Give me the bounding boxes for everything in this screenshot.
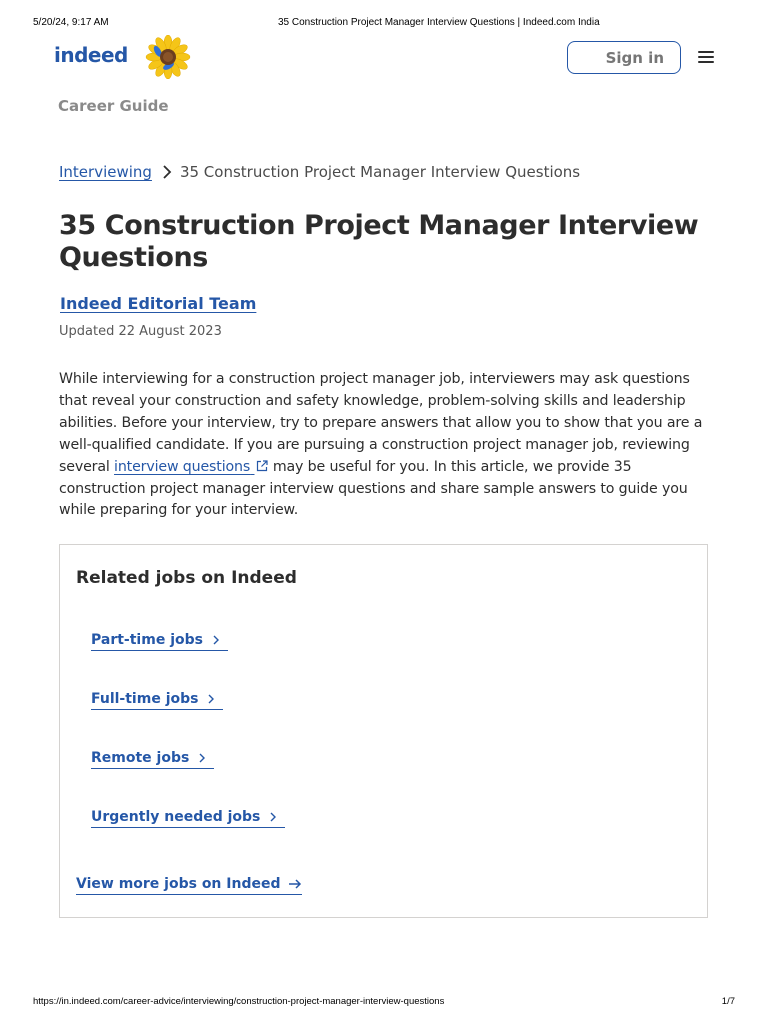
related-jobs-title: Related jobs on Indeed xyxy=(76,568,297,588)
print-url: https://in.indeed.com/career-advice/interviewing/construction-project-manager-interview-questions xyxy=(33,996,445,1007)
print-datetime: 5/20/24, 9:17 AM xyxy=(33,17,109,28)
job-link-remote[interactable]: Remote jobs xyxy=(91,750,214,769)
chevron-right-icon xyxy=(162,165,172,179)
intro-paragraph xyxy=(59,369,719,522)
job-link-part-time[interactable]: Part-time jobs xyxy=(91,632,228,651)
indeed-logo[interactable]: indeed xyxy=(54,43,128,67)
print-page-count: 1/7 xyxy=(721,996,735,1007)
intro-text-part2: may be useful for you. In this article, we provide 35 construction project manager interview questions and share sample answers to guide you while preparing for your interview. xyxy=(59,458,688,519)
print-header xyxy=(33,17,735,31)
page-title: 35 Construction Project Manager Interview Questions xyxy=(59,210,699,273)
chevron-right-icon xyxy=(198,753,206,763)
updated-date: Updated 22 August 2023 xyxy=(59,324,222,339)
print-footer xyxy=(33,996,735,1008)
breadcrumb-current: 35 Construction Project Manager Interview Questions xyxy=(179,163,581,181)
author-link[interactable]: Indeed Editorial Team xyxy=(60,294,257,313)
sign-in-button[interactable]: Sign in xyxy=(567,41,681,74)
sunflower-icon xyxy=(144,35,192,79)
view-more-jobs-link[interactable]: View more jobs on Indeed xyxy=(76,876,302,895)
hamburger-menu-icon[interactable] xyxy=(696,49,716,65)
breadcrumb xyxy=(59,163,580,181)
intro-text-part1: While interviewing for a construction project manager job, interviewers may ask questions that reveal your construction and safety knowledge, problem-solving skills and leadership abilities. Before your interview, try to prepare answers that allow you to show that you are a well-qualified candidate. If you are pursuing a construction project manager job, reviewing several xyxy=(59,371,703,475)
career-guide-label[interactable]: Career Guide xyxy=(58,97,169,115)
interview-questions-link[interactable]: interview questions xyxy=(114,459,268,475)
chevron-right-icon xyxy=(269,812,277,822)
chevron-right-icon xyxy=(207,694,215,704)
breadcrumb-link-interviewing[interactable]: Interviewing xyxy=(59,163,152,181)
job-link-full-time[interactable]: Full-time jobs xyxy=(91,691,223,710)
related-jobs-box xyxy=(59,544,708,918)
job-link-urgently-needed[interactable]: Urgently needed jobs xyxy=(91,809,285,828)
print-page-title: 35 Construction Project Manager Interview Questions | Indeed.com India xyxy=(278,17,600,28)
chevron-right-icon xyxy=(212,635,220,645)
external-link-icon xyxy=(256,460,268,472)
arrow-right-icon xyxy=(288,879,302,889)
